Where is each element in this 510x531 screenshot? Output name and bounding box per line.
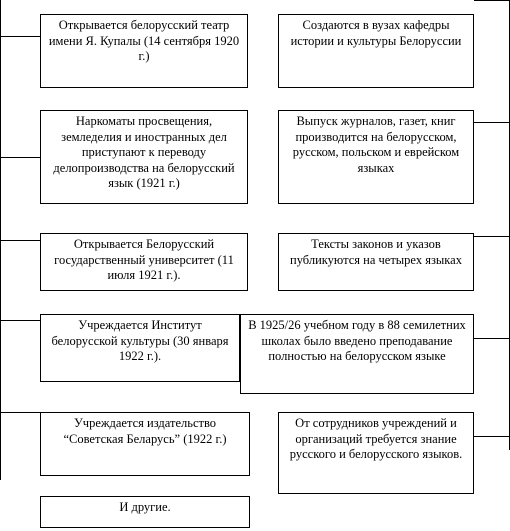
right-connector-2 (474, 122, 510, 123)
left-connector-4 (0, 320, 40, 321)
left-box-6 (40, 496, 250, 528)
left-box-2 (40, 110, 248, 204)
left-connector-3 (0, 240, 40, 241)
right-connector-1 (474, 0, 510, 1)
left-box-6-text: И другие. (119, 500, 171, 514)
left-connector-2 (0, 157, 40, 158)
right-box-1-text: Создаются в вузах кафедры истории и культуры Белоруссии (290, 18, 462, 48)
right-box-3 (278, 233, 474, 291)
right-box-5-text: От сотрудников учреждений и организаций требуется знание русского и белорусского языков. (289, 416, 463, 461)
left-box-3-text: Открывается Белорусский государственный университет (11 июля 1921 г.). (54, 237, 234, 282)
right-box-4-text: В 1925/26 учебном году в 88 семилетних школах было введено преподавание полностью на белорусском языке (248, 318, 466, 363)
left-box-5 (40, 412, 250, 476)
left-box-1-text: Открывается белорусский театр имени Я. Купалы (14 сентября 1920 г.) (48, 18, 240, 63)
left-connector-1 (0, 36, 40, 37)
left-connector-5 (0, 412, 40, 413)
left-box-2-text: Наркоматы просвещения, земледелия и иностранных дел приступают к переводу делопроизводства на белорусский язык (1921 г.) (53, 114, 235, 190)
right-box-1 (278, 14, 474, 88)
left-box-3 (40, 233, 248, 291)
right-box-2 (278, 110, 474, 204)
right-connector-5 (474, 436, 510, 437)
right-connector-4 (474, 338, 510, 339)
left-box-4 (40, 314, 240, 382)
left-box-4-text: Учреждается Институт белорусской культуры (30 января 1922 г.). (51, 318, 229, 363)
right-box-3-text: Тексты законов и указов публикуются на четырех языках (290, 237, 462, 267)
right-box-4 (240, 314, 474, 394)
left-box-5-text: Учреждается издательство “Советская Беларусь” (1922 г.) (63, 416, 227, 446)
right-connector-3 (474, 236, 510, 237)
right-box-5 (278, 412, 474, 494)
right-box-2-text: Выпуск журналов, газет, книг производится на белорусском, русском, польском и еврейском языках (292, 114, 460, 175)
left-box-1 (40, 14, 248, 88)
